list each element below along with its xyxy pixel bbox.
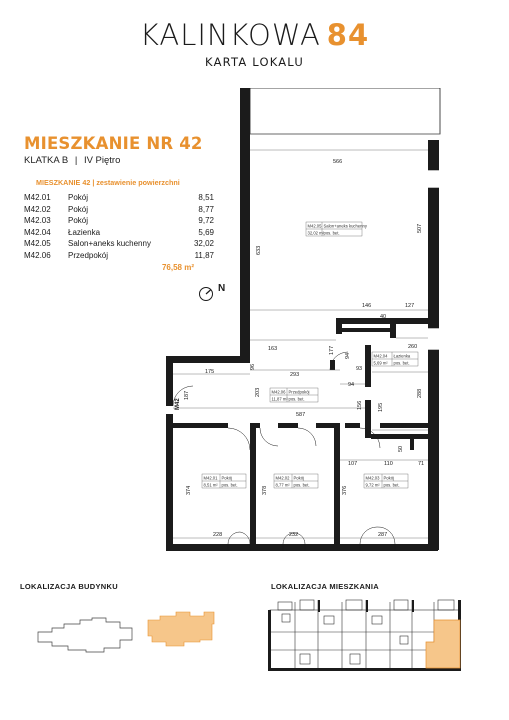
balcony-outline xyxy=(250,88,440,134)
svg-text:Przedpokój: Przedpokój xyxy=(288,389,310,395)
room-label-salon xyxy=(306,222,368,236)
dim-633: 633 xyxy=(256,245,262,255)
svg-text:M42.04: M42.04 xyxy=(373,353,388,359)
dim-50: 50 xyxy=(398,445,404,452)
room-area: 8,51 xyxy=(198,193,214,203)
svg-text:pos. bet.: pos. bet. xyxy=(393,360,410,366)
dim-93: 93 xyxy=(356,366,363,372)
svg-text:M42.06: M42.06 xyxy=(271,389,286,395)
room-label-hall xyxy=(270,388,318,402)
room-name: Pokój xyxy=(68,204,89,214)
dim-167: 167 xyxy=(398,424,408,430)
area-summary-title: MIESZKANIE 42 | zestawienie powierzchni xyxy=(36,178,180,187)
room-name: Przedpokój xyxy=(68,250,109,260)
svg-text:Salon+aneks kuchenny: Salon+aneks kuchenny xyxy=(323,223,367,229)
room-name: Salon+aneks kuchenny xyxy=(68,239,151,249)
entrance-tag: M42 xyxy=(175,398,181,410)
svg-text:M42.05: M42.05 xyxy=(307,223,322,229)
total-area: 76,58 m² xyxy=(161,263,194,272)
room-area: 32,02 xyxy=(193,239,214,249)
floor: IV Piętro xyxy=(83,155,121,166)
svg-text:M42.02: M42.02 xyxy=(275,475,290,481)
svg-text:9,72 m²: 9,72 m² xyxy=(365,482,380,488)
dim-94b: 94 xyxy=(348,382,355,388)
building-location-map xyxy=(30,608,240,658)
svg-text:32,02 m²: 32,02 m² xyxy=(307,230,325,236)
doors xyxy=(173,352,395,544)
apartment-location-line xyxy=(24,155,120,166)
room-label-r2 xyxy=(274,474,318,488)
svg-text:pos. bet.: pos. bet. xyxy=(383,482,400,488)
dim-71: 71 xyxy=(418,461,425,467)
dim-507: 507 xyxy=(417,223,423,233)
room-code: M42.04 xyxy=(24,227,51,237)
room-code: M42.06 xyxy=(24,250,51,260)
dim-566: 566 xyxy=(333,159,343,165)
svg-text:pos. bet.: pos. bet. xyxy=(323,230,340,236)
brand-logo xyxy=(0,18,509,52)
svg-text:11,87 m²: 11,87 m² xyxy=(271,396,288,402)
dim-110: 110 xyxy=(384,461,393,467)
room-area: 9,72 xyxy=(198,216,214,226)
document-subtitle: KARTA LOKALU xyxy=(205,55,304,69)
room-label-r1 xyxy=(202,474,246,488)
room-area: 8,77 xyxy=(198,204,214,214)
room-name: Pokój xyxy=(68,216,89,226)
staircase: KLATKA B xyxy=(24,155,69,166)
dim-40: 40 xyxy=(380,314,387,320)
dim-175: 175 xyxy=(205,369,215,375)
room-name: Pokój xyxy=(68,193,89,203)
dim-387: 187 xyxy=(184,390,190,400)
dim-203: 203 xyxy=(255,387,261,397)
north-label: N xyxy=(218,283,226,294)
brand-name: KALINKOWA xyxy=(139,18,321,52)
building-location-label: LOKALIZACJA BUDYNKU xyxy=(20,582,118,591)
svg-text:M42.01: M42.01 xyxy=(203,475,218,481)
room-label-r3 xyxy=(364,474,408,488)
room-code: M42.02 xyxy=(24,204,51,214)
dim-260: 260 xyxy=(408,344,418,350)
floor-plan xyxy=(160,88,445,570)
room-area: 11,87 xyxy=(194,250,214,260)
dim-587: 587 xyxy=(296,412,306,418)
apartment-location-map xyxy=(263,596,469,676)
dim-156: 156 xyxy=(357,400,363,410)
svg-text:Łazienka: Łazienka xyxy=(393,353,411,359)
svg-text:pos. bet.: pos. bet. xyxy=(221,482,238,488)
svg-text:pos. bet.: pos. bet. xyxy=(288,396,305,402)
dim-374: 374 xyxy=(186,485,192,495)
dim-293: 293 xyxy=(290,372,300,378)
dim-287: 287 xyxy=(378,532,388,538)
room-name: Łazienka xyxy=(68,227,101,237)
svg-text:8,77 m²: 8,77 m² xyxy=(275,482,290,488)
svg-text:Pokój: Pokój xyxy=(383,475,394,481)
svg-text:pos. bet.: pos. bet. xyxy=(293,482,310,488)
dim-376: 376 xyxy=(342,485,348,495)
brand-number: 84 xyxy=(326,18,370,52)
room-area: 5,69 xyxy=(198,227,214,237)
dim-195: 195 xyxy=(378,402,384,412)
dim-177: 177 xyxy=(329,345,335,355)
svg-text:Pokój: Pokój xyxy=(293,475,304,481)
dim-107: 107 xyxy=(348,461,358,467)
room-label-bath xyxy=(372,352,418,366)
separator: | xyxy=(74,155,78,166)
room-code: M42.01 xyxy=(24,193,51,203)
dim-146: 146 xyxy=(362,303,372,309)
dim-163: 163 xyxy=(268,346,278,352)
dim-127: 127 xyxy=(405,303,415,309)
room-code: M42.05 xyxy=(24,239,51,249)
dim-228: 228 xyxy=(213,532,223,538)
dim-378: 378 xyxy=(262,485,268,495)
svg-text:Pokój: Pokój xyxy=(221,475,232,481)
dim-232: 232 xyxy=(289,532,299,538)
svg-text:8,51 m²: 8,51 m² xyxy=(203,482,218,488)
svg-text:5,69 m²: 5,69 m² xyxy=(373,360,388,366)
dim-96: 96 xyxy=(250,363,256,370)
apartment-location-label: LOKALIZACJA MIESZKANIA xyxy=(271,582,379,591)
apartment-title: MIESZKANIE NR 42 xyxy=(24,134,203,153)
room-code: M42.03 xyxy=(24,216,51,226)
svg-text:M42.03: M42.03 xyxy=(365,475,380,481)
dim-288: 288 xyxy=(417,388,423,398)
dim-94: 94 xyxy=(345,352,351,359)
room-labels xyxy=(202,222,418,488)
